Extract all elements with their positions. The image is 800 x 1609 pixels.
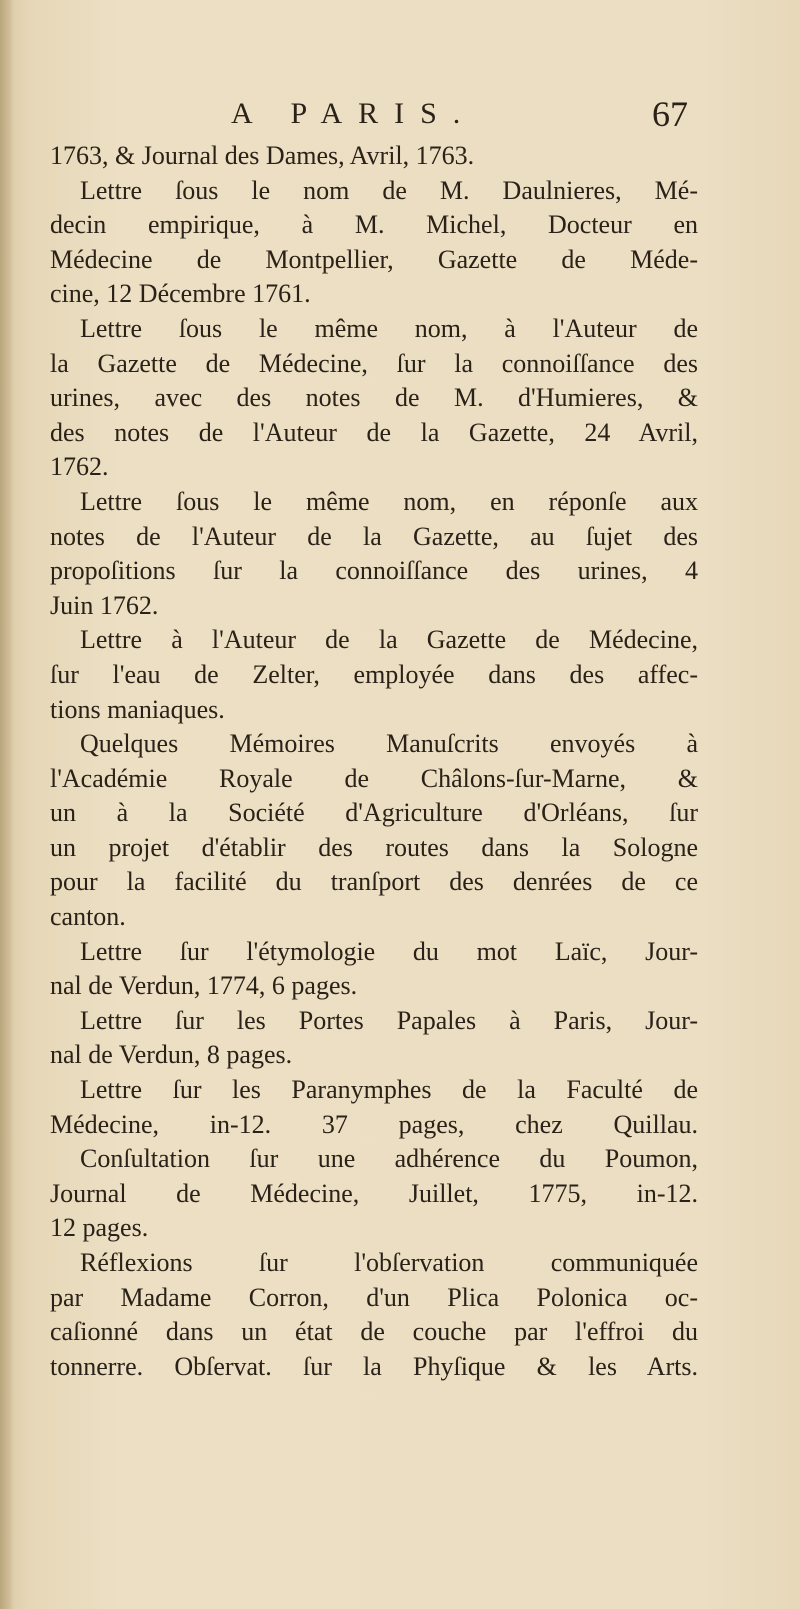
text-line: l'Académie Royale de Châlons-ſur-Marne, & — [50, 763, 698, 793]
text-line: la Gazette de Médecine, ſur la connoiſſance des — [50, 348, 698, 378]
text-line: Lettre ſur les Paranymphes de la Faculté de — [80, 1075, 698, 1105]
text-line: Médecine de Montpellier, Gazette de Méde- — [50, 244, 698, 274]
text-line: decin empirique, à M. Michel, Docteur en — [50, 210, 698, 240]
text-line: urines, avec des notes de M. d'Humieres, & — [50, 383, 698, 413]
text-line: Quelques Mémoires Manuſcrits envoyés à — [80, 729, 698, 759]
text-line: 12 pages. — [50, 1213, 149, 1243]
text-line: pour la facilité du tranſport des denrées de ce — [50, 867, 698, 897]
text-line: 1762. — [50, 452, 109, 482]
text-line: nal de Verdun, 8 pages. — [50, 1040, 293, 1070]
text-line: Lettre ſous le même nom, à l'Auteur de — [80, 313, 698, 343]
text-line: ſur l'eau de Zelter, employée dans des affec- — [50, 659, 698, 689]
text-line: cine, 12 Décembre 1761. — [50, 279, 311, 309]
text-line: Médecine, in-12. 37 pages, chez Quillau. — [50, 1109, 698, 1139]
text-line: propoſitions ſur la connoiſſance des urines, 4 — [50, 556, 698, 586]
text-line: Lettre ſous le même nom, en réponſe aux — [80, 486, 698, 516]
text-body — [50, 139, 698, 1384]
text-line: Lettre ſous le nom de M. Daulnieres, Mé- — [80, 175, 698, 205]
text-line: Conſultation ſur une adhérence du Poumon, — [80, 1144, 698, 1174]
page-header — [0, 94, 800, 134]
text-line: canton. — [50, 902, 126, 932]
page-number: 67 — [652, 94, 688, 134]
text-line: un à la Société d'Agriculture d'Orléans, ſur — [50, 798, 698, 828]
text-line: notes de l'Auteur de la Gazette, au ſujet des — [50, 521, 698, 551]
text-line: Réflexions ſur l'obſervation communiquée — [80, 1248, 698, 1277]
binding-edge — [0, 0, 14, 1609]
text-line: Lettre ſur les Portes Papales à Paris, Jour- — [80, 1005, 698, 1035]
text-line: tions maniaques. — [50, 694, 225, 724]
text-line: un projet d'établir des routes dans la Sologne — [50, 832, 698, 862]
running-title: A PARIS. — [231, 97, 477, 130]
text-line: Lettre à l'Auteur de la Gazette de Médecine, — [80, 625, 698, 655]
text-line: Lettre ſur l'étymologie du mot Laïc, Jour- — [80, 936, 698, 966]
text-line: 1763, & Journal des Dames, Avril, 1763. — [50, 141, 475, 170]
text-line: caſionné dans un état de couche par l'effroi du — [50, 1317, 698, 1347]
text-line: des notes de l'Auteur de la Gazette, 24 Avril, — [50, 417, 698, 447]
text-line: par Madame Corron, d'un Plica Polonica oc- — [50, 1282, 698, 1312]
text-line: Journal de Médecine, Juillet, 1775, in-12. — [50, 1178, 698, 1208]
text-line: tonnerre. Obſervat. ſur la Phyſique & les Arts. — [50, 1351, 698, 1381]
text-line: Juin 1762. — [50, 590, 159, 620]
text-line: nal de Verdun, 1774, 6 pages. — [50, 971, 358, 1001]
